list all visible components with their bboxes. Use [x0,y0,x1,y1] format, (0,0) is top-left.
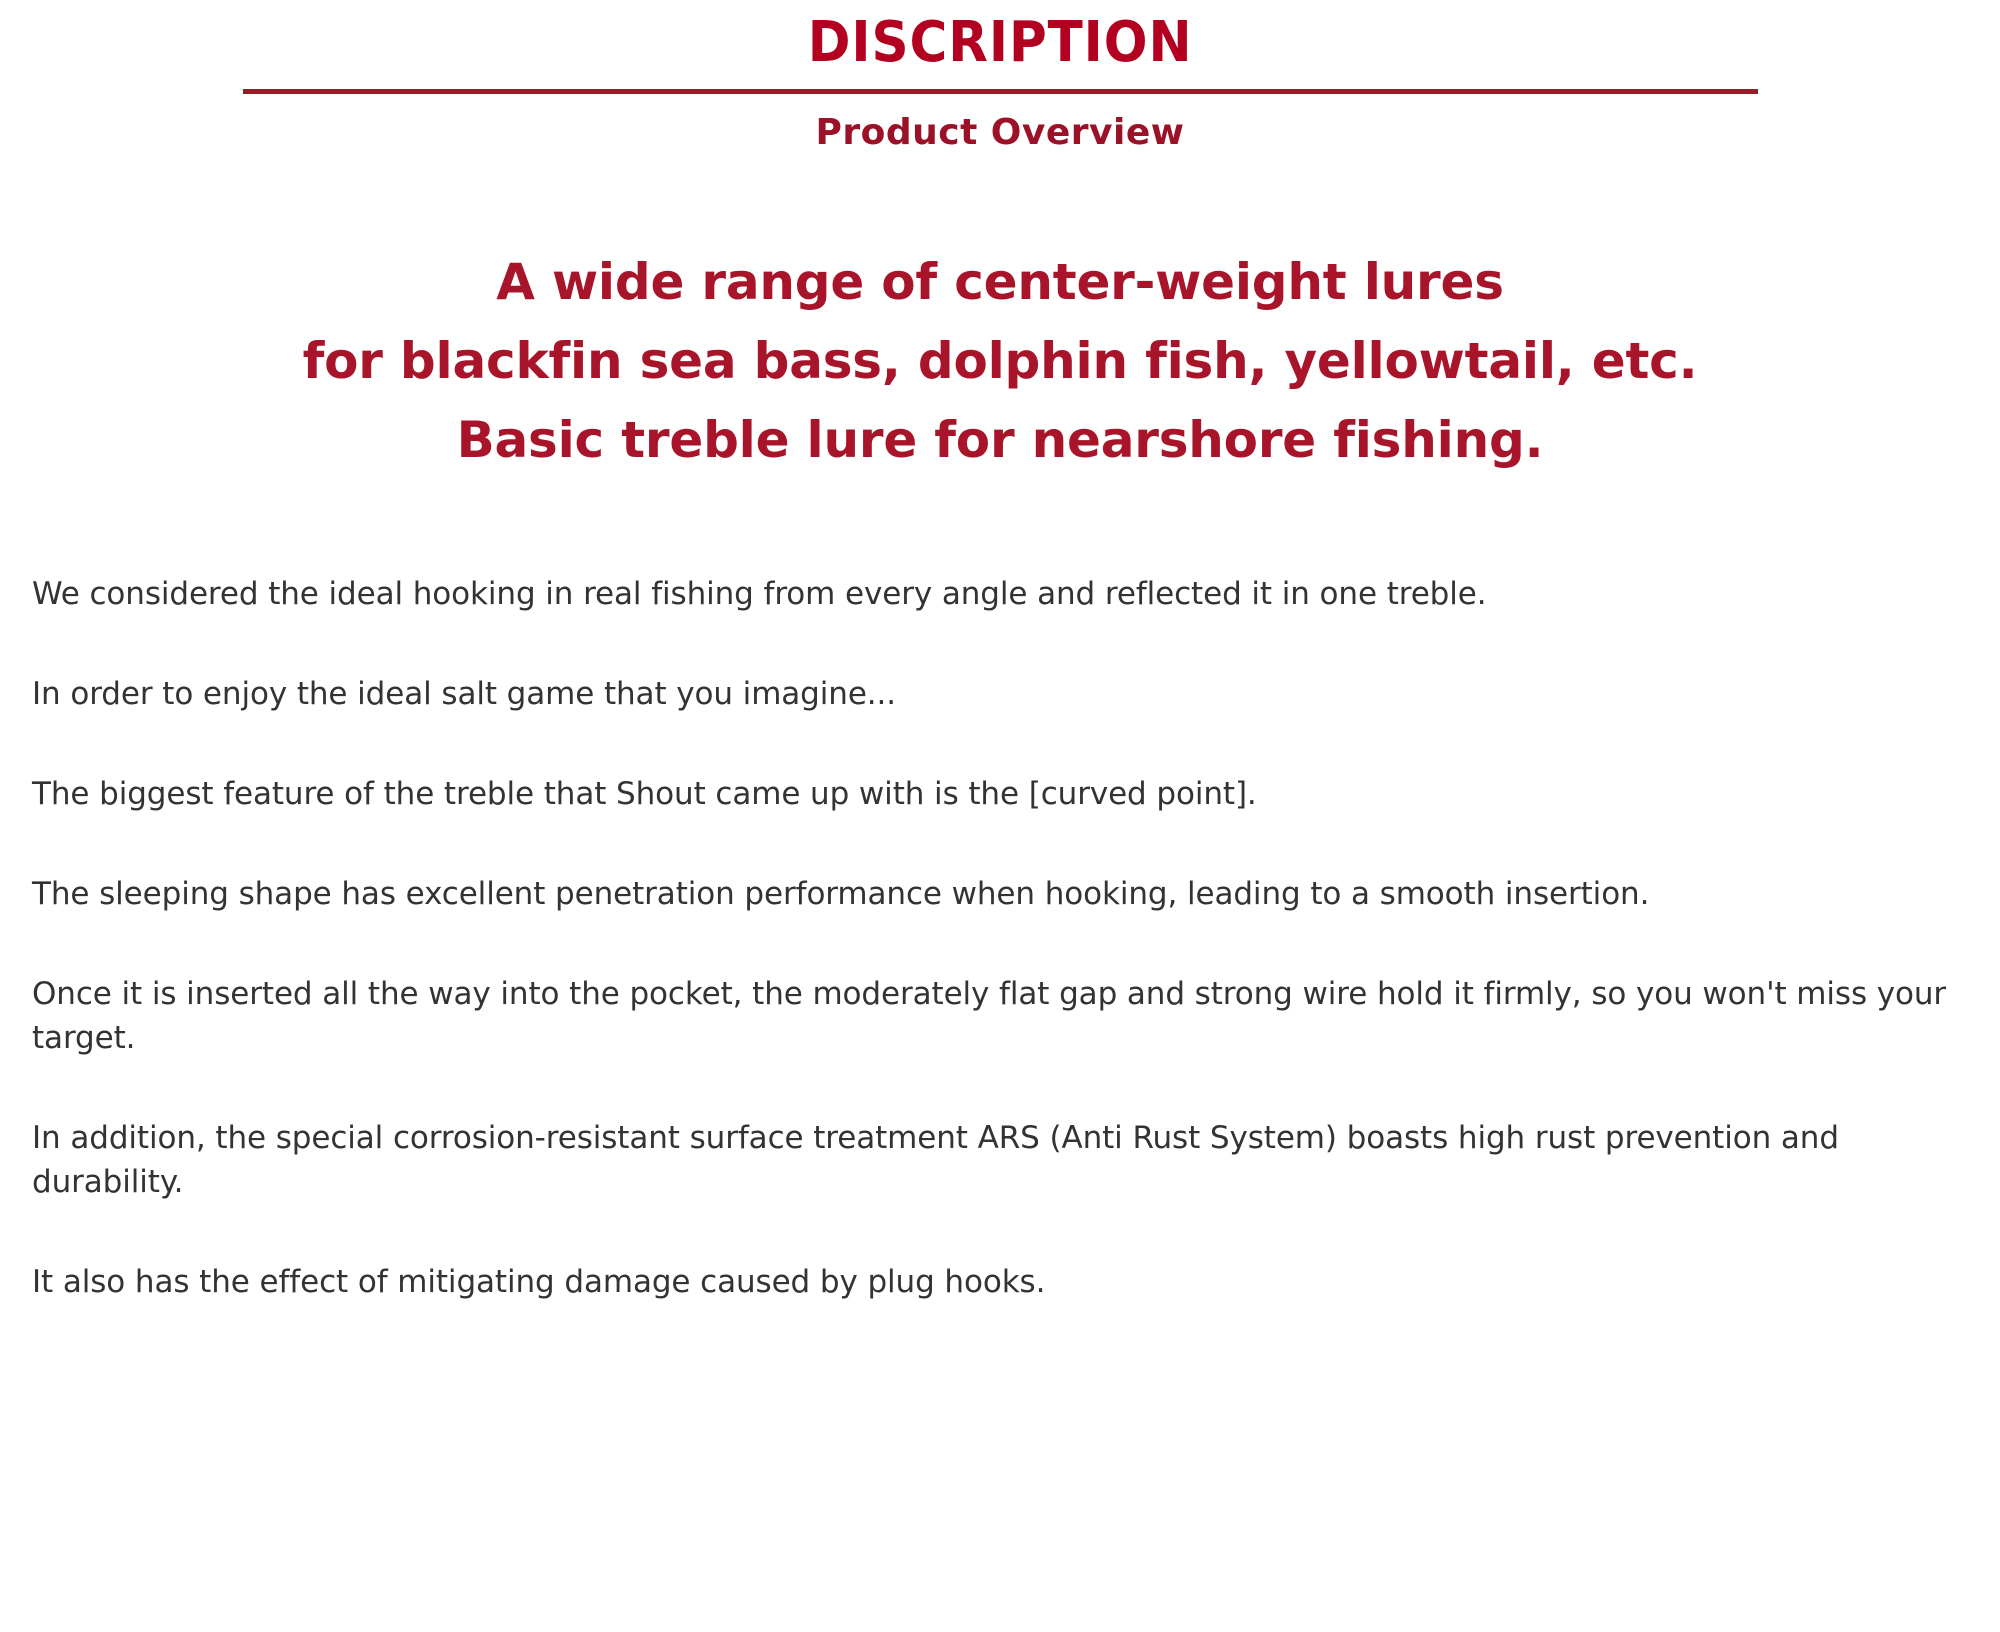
body-paragraph: In order to enjoy the ideal salt game that you imagine... [32,675,897,712]
page-subtitle: Product Overview [815,111,1185,153]
headline-line-2: for blackfin sea bass, dolphin fish, yellowtail, etc. [302,331,1698,390]
body-copy [0,572,2000,1304]
headline-block [0,243,2000,480]
body-paragraph: The sleeping shape has excellent penetration performance when hooking, leading to a smooth insertion. [32,875,1650,912]
title-divider [243,89,1758,94]
body-paragraph: We considered the ideal hooking in real fishing from every angle and reflected it in one treble. [32,575,1487,612]
page-header [0,0,2000,153]
body-paragraph: The biggest feature of the treble that Shout came up with is the [curved point]. [32,775,1257,812]
body-paragraph: It also has the effect of mitigating damage caused by plug hooks. [32,1263,1046,1300]
body-paragraph: In addition, the special corrosion-resistant surface treatment ARS (Anti Rust System) boasts high rust prevention and durability. [32,1119,1839,1200]
headline-line-3: Basic treble lure for nearshore fishing. [456,410,1544,469]
body-paragraph: Once it is inserted all the way into the pocket, the moderately flat gap and strong wire hold it firmly, so you won't miss your target. [32,975,1947,1056]
headline-line-1: A wide range of center-weight lures [496,252,1504,311]
page-title: DISCRIPTION [807,10,1193,75]
